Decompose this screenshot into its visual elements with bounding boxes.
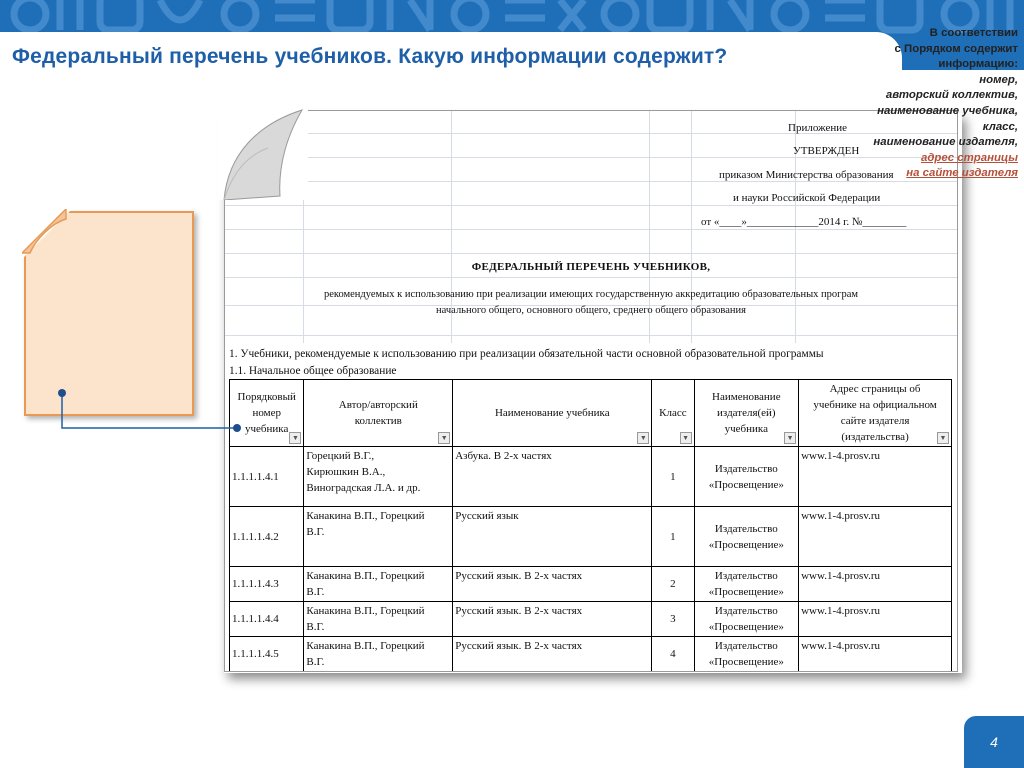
table-row (230, 602, 952, 637)
cell-textbook-name: Русский язык (453, 507, 652, 567)
textbook-table (229, 379, 952, 672)
document-subheading-2: начального общего, основного общего, среднего общего образования (436, 305, 746, 316)
note-item: наименование издателя, (873, 136, 1018, 149)
cell-author (304, 507, 453, 567)
cell-url: www.1-4.prosv.ru (799, 567, 952, 602)
author-line: Канакина В.П., Горецкий (306, 605, 425, 617)
document-heading: ФЕДЕРАЛЬНЫЙ ПЕРЕЧЕНЬ УЧЕБНИКОВ, (471, 261, 711, 273)
note-link-line: адрес страницы (921, 151, 1018, 164)
publisher-line: Издательство (714, 522, 778, 535)
section-heading-1-1: 1.1. Начальное общее образование (229, 365, 397, 377)
author-line: Канакина В.П., Горецкий (306, 640, 425, 652)
header-line: учебника (245, 423, 289, 435)
publisher-line: «Просвещение» (708, 538, 784, 551)
page-title: Федеральный перечень учебников. Какую информации содержит? (12, 45, 728, 68)
column-header-number (230, 380, 304, 447)
cell-number: 1.1.1.1.4.4 (230, 602, 304, 637)
cell-publisher (694, 507, 799, 567)
cell-number: 1.1.1.1.4.5 (230, 637, 304, 672)
author-line: Виноградская Л.А. и др. (306, 482, 421, 494)
column-header-textbook-name (453, 380, 652, 447)
cell-author (304, 567, 453, 602)
author-line: Кирюшкин В.А., (306, 466, 386, 478)
column-header-address (799, 380, 952, 447)
cell-url: www.1-4.prosv.ru (799, 507, 952, 567)
author-line: Канакина В.П., Горецкий (306, 510, 425, 522)
cell-textbook-name: Азбука. В 2-х частях (453, 447, 652, 507)
header-line: учебника (724, 423, 768, 435)
publisher-line: Издательство (714, 570, 778, 582)
column-header-grade (652, 380, 694, 447)
header-line: Класс (659, 407, 687, 419)
header-line: сайте издателя (840, 415, 910, 427)
cell-publisher (694, 602, 799, 637)
header-line: коллектив (354, 415, 402, 427)
gridline (225, 181, 957, 182)
publisher-line: «Просвещение» (708, 656, 784, 668)
column-header-author (304, 380, 453, 447)
cell-publisher (694, 447, 799, 507)
author-line: Канакина В.П., Горецкий (306, 570, 425, 582)
cell-publisher (694, 567, 799, 602)
cell-textbook-name: Русский язык. В 2-х частях (453, 567, 652, 602)
author-line: В.Г. (306, 621, 325, 633)
table-header-row (230, 380, 952, 447)
note-line: информацию: (938, 58, 1018, 71)
filter-dropdown-icon[interactable]: ▼ (289, 432, 301, 444)
order-line-2: и науки Российской Федерации (733, 192, 881, 204)
note-item: номер, (979, 73, 1018, 86)
cell-url: www.1-4.prosv.ru (799, 447, 952, 507)
header-line: номер (252, 407, 281, 419)
approved-label: УТВЕРЖДЕН (793, 145, 860, 157)
section-heading-1: 1. Учебники, рекомендуемые к использованию при реализации обязательной части основной образовательной программы (229, 348, 824, 360)
note-item: класс, (982, 120, 1018, 133)
publisher-line: Издательство (714, 462, 778, 475)
document-screenshot (224, 110, 958, 672)
cell-author (304, 637, 453, 672)
document-subheading-1: рекомендуемых к использованию при реализации имеющих государственную аккредитацию образовательных програм (323, 289, 859, 300)
table-row (230, 637, 952, 672)
cell-publisher (694, 637, 799, 672)
publisher-line: «Просвещение» (708, 621, 784, 633)
cell-grade: 1 (652, 447, 694, 507)
publisher-line: «Просвещение» (708, 586, 784, 598)
author-line: Горецкий В.Г., (306, 450, 375, 462)
header-line: учебнике на официальном (813, 399, 937, 411)
page-number: 4 (964, 716, 1024, 768)
cell-number: 1.1.1.1.4.1 (230, 447, 304, 507)
header-line: Порядковый (237, 391, 296, 403)
gridline (225, 277, 957, 278)
note-item: наименование учебника, (877, 104, 1018, 117)
gridline (225, 133, 957, 134)
publisher-line: «Просвещение» (708, 478, 784, 491)
table-row (230, 507, 952, 567)
filter-dropdown-icon[interactable]: ▼ (438, 432, 450, 444)
filter-dropdown-icon[interactable]: ▼ (784, 432, 796, 444)
date-line: от «____»_____________2014 г. №________ (701, 216, 907, 228)
gridline (225, 253, 957, 254)
header-line: Адрес страницы об (829, 383, 921, 395)
gridline (225, 229, 957, 230)
cell-url: www.1-4.prosv.ru (799, 602, 952, 637)
header-line: (издательства) (841, 431, 909, 443)
cell-number: 1.1.1.1.4.2 (230, 507, 304, 567)
table-row (230, 447, 952, 507)
note-link-line: на сайте издателя (906, 167, 1018, 180)
appendix-label: Приложение (788, 122, 848, 134)
filter-dropdown-icon[interactable]: ▼ (937, 432, 949, 444)
table-row (230, 567, 952, 602)
cell-url: www.1-4.prosv.ru (799, 637, 952, 672)
author-line: В.Г. (306, 656, 325, 668)
cell-number: 1.1.1.1.4.3 (230, 567, 304, 602)
publisher-line: Издательство (714, 605, 778, 617)
author-line: В.Г. (306, 586, 325, 598)
note-fold-icon (22, 209, 72, 259)
column-header-publisher (694, 380, 799, 447)
cell-grade: 1 (652, 507, 694, 567)
gridline (225, 205, 957, 206)
cell-author (304, 447, 453, 507)
page-curl-icon (218, 104, 308, 200)
cell-grade: 3 (652, 602, 694, 637)
gridline (225, 335, 957, 336)
header-line: Наименование (712, 391, 781, 403)
author-line: В.Г. (306, 526, 325, 538)
cell-author (304, 602, 453, 637)
cell-textbook-name: Русский язык. В 2-х частях (453, 602, 652, 637)
gridline (225, 157, 957, 158)
header-line: Наименование учебника (494, 407, 610, 419)
filter-dropdown-icon[interactable]: ▼ (680, 432, 692, 444)
order-line-1: приказом Министерства образования (719, 169, 894, 181)
cell-textbook-name: Русский язык. В 2-х частях (453, 637, 652, 672)
publisher-line: Издательство (714, 640, 778, 652)
cell-grade: 2 (652, 567, 694, 602)
note-item: авторский коллектив, (885, 89, 1018, 102)
note-line: с Порядком содержит (894, 42, 1018, 55)
note-text (858, 26, 1018, 182)
filter-dropdown-icon[interactable]: ▼ (637, 432, 649, 444)
header-line: издателя(ей) (717, 407, 776, 419)
note-line: В соответствии (929, 27, 1018, 39)
header-line: Автор/авторский (338, 399, 418, 411)
cell-grade: 4 (652, 637, 694, 672)
